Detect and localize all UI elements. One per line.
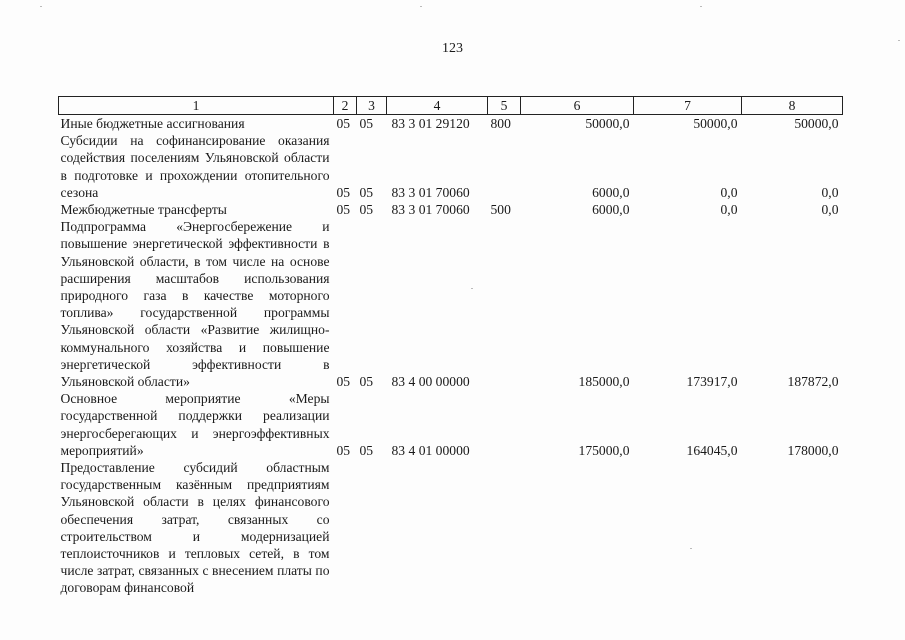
header-cell-2: 2 (334, 97, 357, 115)
row-expense-type (488, 218, 521, 390)
scan-speck (420, 6, 422, 7)
table-row (59, 132, 843, 201)
row-value-col8: 0,0 (821, 184, 839, 200)
row-value-col6: 6000,0 (592, 202, 630, 218)
scan-speck (690, 548, 692, 549)
table-row (59, 459, 843, 597)
row-target-code: 83 3 01 70060 (391, 202, 470, 218)
header-cell-8: 8 (742, 97, 843, 115)
row-section: 05 (336, 184, 351, 200)
header-row (59, 97, 843, 115)
row-subsection (357, 459, 387, 597)
row-value-col6: 185000,0 (578, 374, 630, 390)
row-subsection: 05 (359, 202, 374, 218)
scan-speck (700, 6, 702, 7)
row-expense-type (488, 132, 521, 201)
row-value-col7: 164045,0 (686, 442, 738, 458)
row-target-code: 83 3 01 70060 (391, 184, 470, 200)
row-expense-type (488, 459, 521, 597)
header-cell-3: 3 (357, 97, 387, 115)
row-value-col8: 178000,0 (787, 442, 839, 458)
scan-speck (471, 288, 473, 289)
header-cell-4: 4 (387, 97, 488, 115)
page-number: 123 (442, 41, 463, 56)
row-expense-type (488, 390, 521, 459)
table-row (59, 390, 843, 459)
header-cell-1: 1 (59, 97, 334, 115)
row-section: 05 (336, 442, 351, 458)
header-cell-7: 7 (634, 97, 742, 115)
row-name: Основное мероприятие «Меры государственной поддержки реализации энергосберегающих и энергоэффективных мероприятий» (60, 391, 330, 458)
row-section: 05 (336, 374, 351, 390)
table-row (59, 201, 843, 218)
row-section (334, 459, 357, 597)
row-value-col7: 50000,0 (693, 116, 738, 131)
row-subsection: 05 (359, 116, 374, 131)
row-subsection: 05 (359, 442, 374, 458)
row-expense-type: 500 (490, 202, 511, 218)
row-section: 05 (336, 116, 351, 131)
row-name: Подпрограмма «Энергосбережение и повышение энергетической эффективности в Ульяновской области, в том числе на основе расширения масштабов использования природного газа в качестве моторного топлива» государственной программы Ульяновской области «Развитие жилищно-коммунального хозяйства и повышение энергетической эффективности в Ульяновской области» (60, 219, 330, 390)
row-name: Предоставление субсидий областным государственным казённым предприятиям Ульяновской области в целях финансового обеспечения затрат, связанных со строительством и модернизацией теплоисточников и тепловых сетей, в том числе затрат, связанных с внесением платы по договорам финансовой (60, 460, 330, 596)
row-value-col8: 0,0 (821, 202, 839, 218)
row-name: Межбюджетные трансферты (60, 202, 227, 218)
table-row (59, 115, 843, 133)
row-subsection: 05 (359, 184, 374, 200)
row-target-code (387, 459, 488, 597)
row-name: Субсидии на софинансирование оказания содействия поселениям Ульяновской области в подготовке и прохождении отопительного сезона (60, 133, 330, 200)
row-section: 05 (336, 202, 351, 218)
row-value-col6: 50000,0 (585, 116, 630, 131)
header-cell-6: 6 (521, 97, 634, 115)
row-value-col7 (634, 459, 742, 597)
row-subsection: 05 (359, 374, 374, 390)
table-row (59, 218, 843, 390)
row-value-col6: 6000,0 (592, 184, 630, 200)
row-value-col8 (742, 459, 843, 597)
scan-speck (40, 6, 42, 7)
scan-speck (898, 40, 900, 41)
row-value-col6 (521, 459, 634, 597)
row-expense-type: 800 (490, 116, 511, 131)
row-name: Иные бюджетные ассигнования (60, 116, 245, 131)
row-value-col8: 50000,0 (794, 116, 839, 131)
row-target-code: 83 4 00 00000 (391, 374, 470, 390)
row-value-col7: 0,0 (720, 184, 738, 200)
row-value-col8: 187872,0 (787, 374, 839, 390)
header-cell-5: 5 (488, 97, 521, 115)
row-value-col6: 175000,0 (578, 442, 630, 458)
row-target-code: 83 4 01 00000 (391, 442, 470, 458)
row-value-col7: 173917,0 (686, 374, 738, 390)
row-target-code: 83 3 01 29120 (391, 116, 470, 131)
row-value-col7: 0,0 (720, 202, 738, 218)
budget-table (58, 96, 843, 597)
